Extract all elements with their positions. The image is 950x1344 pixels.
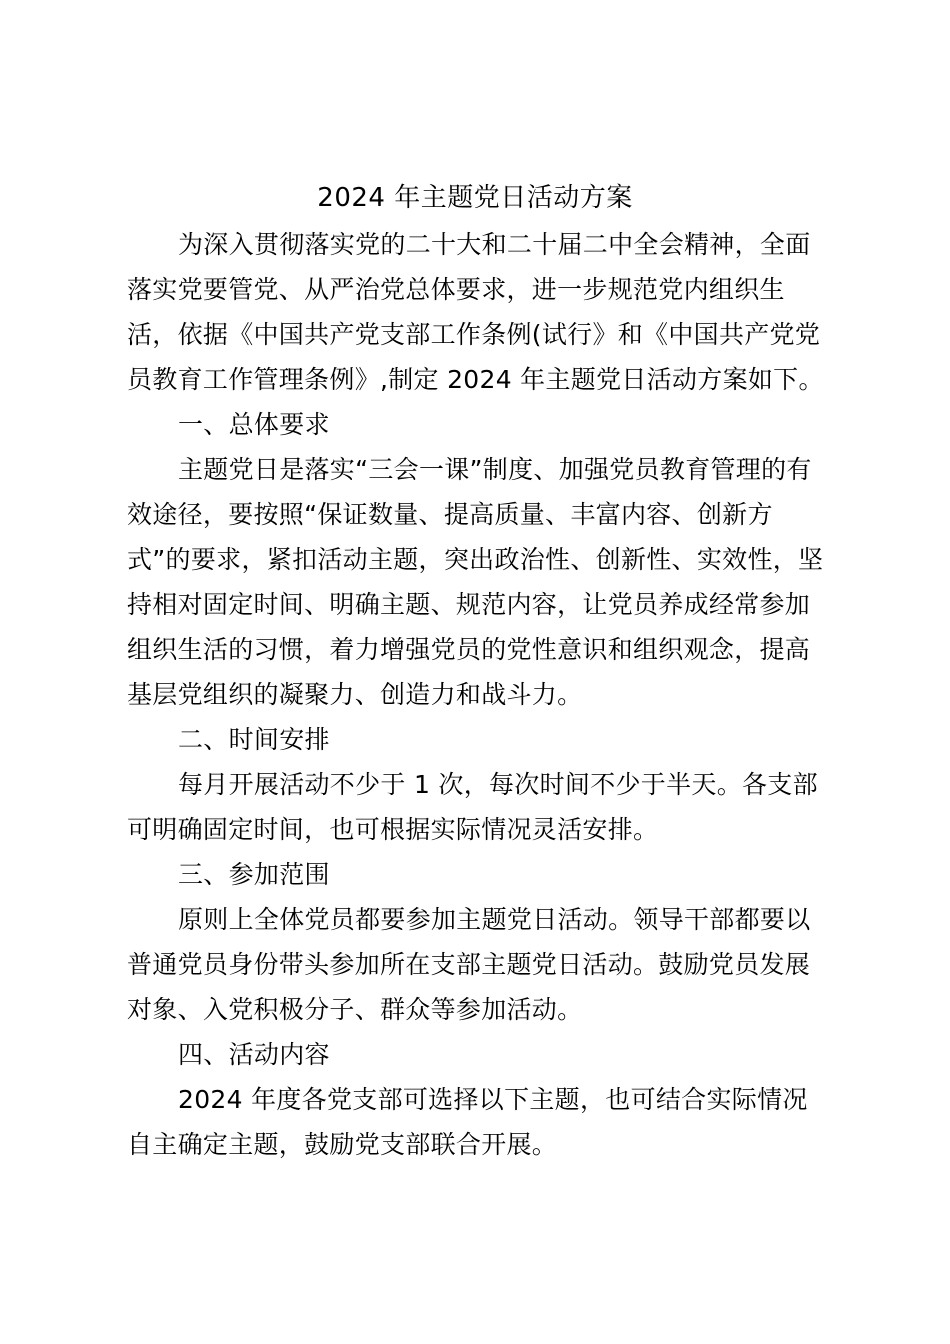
paragraph-1-line-5: 组织生活的习惯，着力增强党员的党性意识和组织观念，提高 <box>127 635 811 664</box>
paragraph-1-line-6: 基层党组织的凝聚力、创造力和战斗力。 <box>127 680 583 709</box>
document-title: 2024 年主题党日活动方案 <box>317 183 633 213</box>
paragraph-3-line-1: 原则上全体党员都要参加主题党日活动。领导干部都要以 <box>178 905 811 934</box>
paragraph-intro-line-4: 员教育工作管理条例》,制定 2024 年主题党日活动方案如下。 <box>127 365 824 394</box>
paragraph-intro-line-3: 活，依据《中国共产党支部工作条例(试行》和《中国共产党党 <box>127 320 821 349</box>
paragraph-1-line-4: 持相对固定时间、明确主题、规范内容，让党员养成经常参加 <box>127 590 811 619</box>
section-heading-2: 二、时间安排 <box>178 725 330 754</box>
paragraph-4-line-1: 2024 年度各党支部可选择以下主题，也可结合实际情况 <box>178 1085 808 1114</box>
paragraph-1-line-3: 式”的要求，紧扣活动主题，突出政治性、创新性、实效性，坚 <box>127 545 824 574</box>
paragraph-2-line-2: 可明确固定时间，也可根据实际情况灵活安排。 <box>127 815 659 844</box>
paragraph-2-line-1: 每月开展活动不少于 1 次，每次时间不少于半天。各支部 <box>178 770 818 799</box>
paragraph-4-line-2: 自主确定主题，鼓励党支部联合开展。 <box>127 1130 558 1159</box>
section-heading-3: 三、参加范围 <box>178 860 330 889</box>
paragraph-1-line-2: 效途径，要按照“保证数量、提高质量、丰富内容、创新方 <box>127 500 773 529</box>
paragraph-3-line-2: 普通党员身份带头参加所在支部主题党日活动。鼓励党员发展 <box>127 950 811 979</box>
paragraph-1-line-1: 主题党日是落实“三会一课”制度、加强党员教育管理的有 <box>178 455 812 484</box>
section-heading-1: 一、总体要求 <box>178 410 330 439</box>
paragraph-intro-line-2: 落实党要管党、从严治党总体要求，进一步规范党内组织生 <box>127 275 785 304</box>
paragraph-3-line-3: 对象、入党积极分子、群众等参加活动。 <box>127 995 583 1024</box>
paragraph-intro-line-1: 为深入贯彻落实党的二十大和二十届二中全会精神，全面 <box>178 230 811 259</box>
section-heading-4: 四、活动内容 <box>178 1040 330 1069</box>
